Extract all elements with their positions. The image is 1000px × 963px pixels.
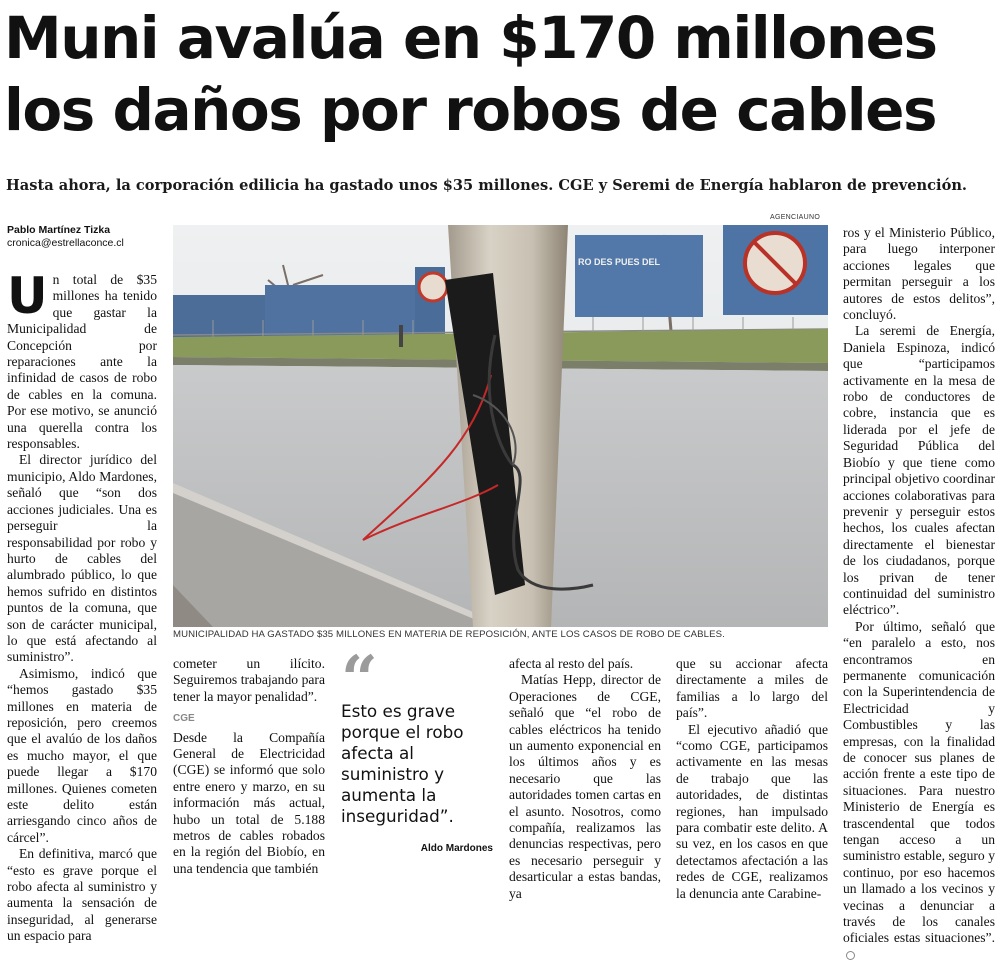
subhead: Hasta ahora, la corporación edilicia ha gastado unos $35 millones. CGE y Seremi de Energía hablaron de prevención. — [6, 177, 968, 194]
pull-quote — [341, 642, 501, 854]
paragraph: La seremi de Energía, Daniela Espinoza, indicó que “participamos activamente en la mesa de robo de conductores de cobre, instancia que es liderada por el jefe de Seguridad Pública del Biobío y que tiene como principal objetivo coordinar acciones colaborativas para prevenir y perseguir estos hechos, los cuales afectan directamente el bienestar de los ciudadanos, porque los privan de tener continuidad del suministro eléctrico”. — [843, 323, 995, 618]
paragraph: Asimismo, indicó que “hemos gastado $35 millones en materia de reposición, pero creemos que el avalúo de los daños es mucho mayor, el que puede llegar a $170 millones. Quienes cometen este delito están arriesgando cinco años de cárcel”. — [7, 665, 157, 845]
quote-text: Esto es grave porque el robo afecta al suministro y aumenta la inseguridad”. — [341, 701, 464, 826]
paragraph: que su accionar afecta directamente a miles de familias a lo largo del país”. — [676, 656, 828, 721]
paragraph: Matías Hepp, director de Operaciones de CGE, señaló que “el robo de cables eléctricos ha tenido un aumento exponencial en los últimos años y es necesario que las autoridades tomen cartas en el asunto. Nosotros, como compañía, realizamos las denuncias respectivas, pero es necesario perseguir y desarticular a estas bandas, ya — [509, 672, 661, 901]
paragraph — [843, 619, 995, 963]
headline-line-2: los daños por robos de cables — [4, 76, 936, 144]
headline — [4, 2, 996, 146]
paragraph: El director jurídico del municipio, Aldo Mardones, señaló que “son dos acciones judiciales. Una es perseguir la responsabilidad por robo y hurto de cables del alumbrado público, lo que hemos sufrido en distintos puntos de la comuna, que son de carácter municipal, lo que está afectando al suministro”. — [7, 452, 157, 665]
author-name: Pablo Martínez Tizka — [7, 224, 111, 236]
photo-caption: MUNICIPALIDAD HA GASTADO $35 MILLONES EN MATERIA DE REPOSICIÓN, ANTE LOS CASOS DE ROBO DE CABLES. — [173, 629, 725, 640]
quote-mark-icon: “ — [341, 642, 378, 717]
drop-cap: U — [7, 267, 48, 325]
article-column-5 — [843, 225, 995, 963]
article-photo — [173, 225, 828, 627]
author-email[interactable]: cronica@estrellaconce.cl — [7, 237, 124, 249]
paragraph: cometer un ilícito. Seguiremos trabajando para tener la mayor penalidad”. — [173, 656, 325, 704]
paragraph: n total de $35 millones ha tenido que gastar la Municipalidad de Concepción por reparaciones ante la infinidad de casos de robo de cables en la comuna. Por ese motivo, se anunció una querella contra los responsables. — [7, 272, 157, 452]
headline-line-1: Muni avalúa en $170 millones — [4, 4, 937, 72]
paragraph: ros y el Ministerio Público, para luego interponer acciones legales que permitan perseguir a los autores de estos delitos”, concluyó. — [843, 225, 995, 323]
train-sign-text: RO DES PUES DEL — [578, 257, 661, 267]
byline — [7, 224, 167, 250]
end-mark-icon — [846, 951, 855, 960]
paragraph: En definitiva, marcó que “esto es grave porque el robo afecta al suministro y aumenta la sensación de inseguridad, al generarse un espacio para — [7, 846, 157, 944]
article-column-2 — [173, 656, 325, 877]
photo-credit: AGENCIAUNO — [770, 214, 821, 221]
paragraph: Desde la Compañía General de Electricidad (CGE) se informó que solo entre enero y marzo, en su información más actual, hubo un total de 5.188 metros de cables robados en la región del Biobío, en una tendencia que también — [173, 729, 325, 876]
quote-author: Aldo Mardones — [420, 843, 493, 854]
article-column-4 — [676, 656, 828, 902]
article-column-1 — [7, 267, 157, 945]
photo-illustration — [173, 225, 828, 627]
article-column-3 — [509, 656, 661, 902]
paragraph: El ejecutivo añadió que “como CGE, participamos activamente en las mesas de trabajo que las autoridades, de distintas regiones, han impulsado para combatir este delito. A su vez, en los casos en que detectamos afectación a las redes de CGE, realizamos la denuncia ante Carabine- — [676, 721, 828, 901]
paragraph: afecta al resto del país. — [509, 656, 634, 671]
section-heading: CGE — [173, 713, 195, 725]
paragraph-text: Por último, señaló que “en paralelo a esto, nos encontramos en permanente comunicación con la Superintendencia de Electricidad y Combustibles y las empresas, con la finalidad de conocer sus planes de acción frente a este tipo de situaciones. Para nuestro Ministerio de Energía es trascendental que todos tengan acceso a un suministro estable, seguro y continuo, por eso hacemos un llamado a los vecinos y vecinas a denunciar a través de los canales oficiales estas situaciones”. — [843, 618, 995, 946]
